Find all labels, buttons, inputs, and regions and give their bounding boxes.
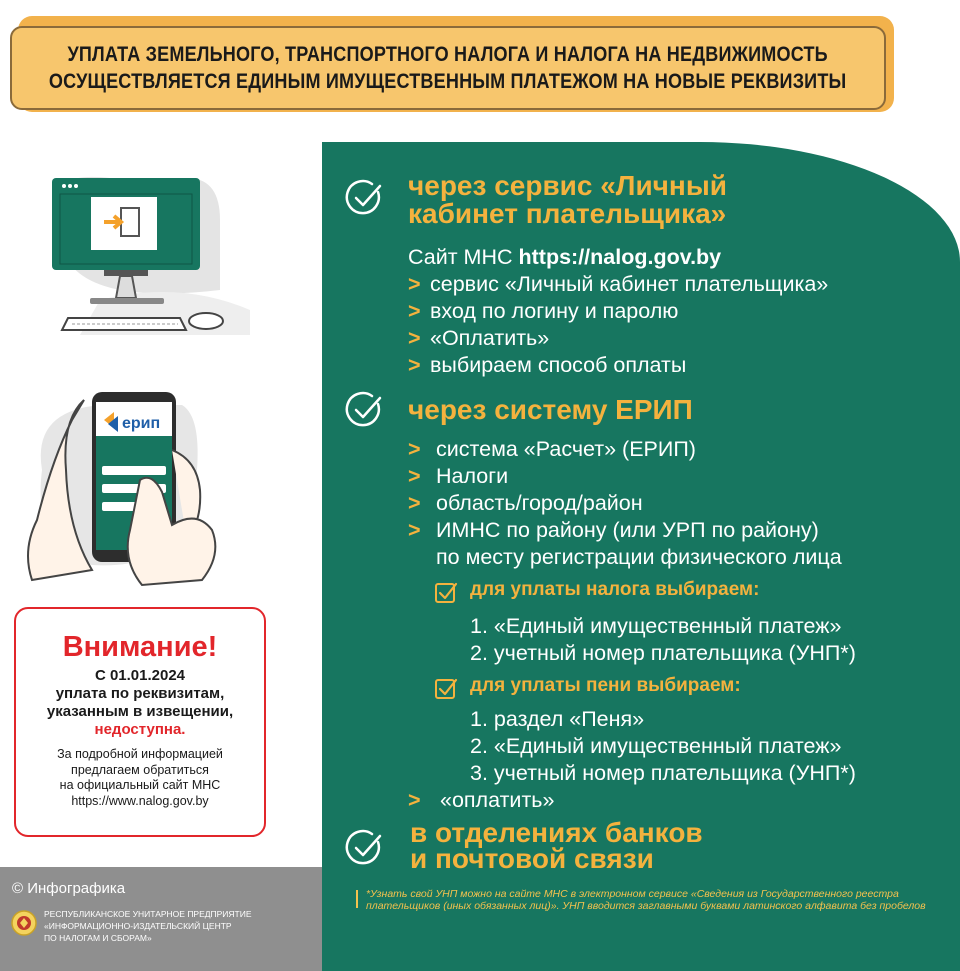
s2-step-4 bbox=[408, 517, 819, 543]
check-circle-icon bbox=[344, 828, 384, 868]
s2-step-3-text: область/город/район bbox=[436, 491, 643, 515]
s2-final-step bbox=[408, 787, 554, 813]
chevron-right-icon: > bbox=[408, 353, 421, 377]
banner-title-line2: ОСУЩЕСТВЛЯЕТСЯ ЕДИНЫМ ИМУЩЕСТВЕННЫМ ПЛАТЕЖОМ НА НОВЫЕ РЕКВИЗИТЫ bbox=[49, 70, 847, 93]
attention-note-line3: на официальный сайт МНС bbox=[59, 778, 221, 792]
site-line bbox=[408, 244, 721, 270]
attention-box bbox=[14, 607, 266, 837]
chevron-right-icon: > bbox=[408, 491, 421, 515]
computer-illustration bbox=[20, 160, 300, 340]
s1-step-4 bbox=[408, 352, 686, 378]
section1-title-line1: через сервис «Личный bbox=[408, 170, 727, 201]
attention-unavailable: недоступна. bbox=[94, 721, 186, 738]
s2-step-1 bbox=[408, 436, 696, 462]
attention-note-line1: За подробной информацией bbox=[57, 747, 223, 761]
s1-step-1-text: сервис «Личный кабинет плательщика» bbox=[430, 272, 829, 296]
attention-note bbox=[16, 747, 264, 809]
chevron-right-icon: > bbox=[408, 326, 421, 350]
erip-logo-text: ерип bbox=[122, 415, 161, 432]
banner-title-line1: УПЛАТА ЗЕМЕЛЬНОГО, ТРАНСПОРТНОГО НАЛОГА И НАЛОГА НА НЕДВИЖИМОСТЬ bbox=[67, 43, 829, 66]
s1-step-2 bbox=[408, 298, 678, 324]
s1-step-1 bbox=[408, 271, 828, 297]
footnote-bar bbox=[356, 890, 358, 908]
section3-title-line2: и почтовой связи bbox=[410, 843, 654, 874]
chevron-right-icon: > bbox=[408, 518, 421, 542]
attention-line3: указанным в извещении, bbox=[46, 703, 234, 720]
checkbox-checked-icon bbox=[434, 580, 458, 604]
attention-date: С 01.01.2024 bbox=[94, 667, 186, 684]
s1-step-3-text: «Оплатить» bbox=[430, 326, 550, 350]
s1-step-3 bbox=[408, 325, 549, 351]
footnote: *Узнать свой УНП можно на сайте МНС в электронном сервисе «Сведения из Государственного реестра плательщиков (иных обязанных лиц)». УНП вводится заглавными буквами латинского алфавита без пробелов bbox=[366, 888, 926, 912]
chevron-right-icon: > bbox=[408, 299, 421, 323]
penalty-item-1: 1. раздел «Пеня» bbox=[470, 707, 645, 731]
tax-item-2: 2. учетный номер плательщика (УНП*) bbox=[470, 641, 856, 665]
chevron-right-icon: > bbox=[408, 437, 421, 461]
s1-step-4-text: выбираем способ оплаты bbox=[430, 353, 687, 377]
attention-title: Внимание! bbox=[62, 631, 218, 663]
attention-line2: уплата по реквизитам, bbox=[55, 685, 225, 702]
s1-step-2-text: вход по логину и паролю bbox=[430, 299, 679, 323]
section3-title bbox=[410, 817, 703, 874]
s2-step-4-text: ИМНС по району (или УРП по району) bbox=[436, 518, 819, 542]
banner-title bbox=[49, 41, 846, 95]
s2-step-1-text: система «Расчет» (ЕРИП) bbox=[436, 437, 696, 461]
section1-title-line2: кабинет плательщика» bbox=[408, 198, 727, 229]
check-circle-icon bbox=[344, 178, 384, 218]
org-name-line1: РЕСПУБЛИКАНСКОЕ УНИТАРНОЕ ПРЕДПРИЯТИЕ bbox=[44, 909, 252, 919]
s2-step-4-cont: по месту регистрации физического лица bbox=[436, 545, 842, 569]
s2-final-step-text: «оплатить» bbox=[440, 788, 555, 812]
header-banner bbox=[10, 26, 886, 110]
penalty-item-2: 2. «Единый имущественный платеж» bbox=[470, 734, 842, 758]
site-label: Сайт МНС bbox=[408, 245, 519, 269]
org-name-line3: ПО НАЛОГАМ И СБОРАМ» bbox=[44, 933, 152, 943]
org-name-line2: «ИНФОРМАЦИОННО-ИЗДАТЕЛЬСКИЙ ЦЕНТР bbox=[44, 921, 232, 931]
penalty-item-3: 3. учетный номер плательщика (УНП*) bbox=[470, 761, 856, 785]
s2-step-2-text: Налоги bbox=[436, 464, 509, 488]
site-url[interactable]: https://nalog.gov.by bbox=[518, 245, 722, 269]
tax-item-1: 1. «Единый имущественный платеж» bbox=[470, 614, 842, 638]
s2-step-2 bbox=[408, 463, 508, 489]
penalty-subtitle: для уплаты пени выбираем: bbox=[470, 675, 741, 696]
section3-title-line1: в отделениях банков bbox=[410, 817, 703, 848]
chevron-right-icon: > bbox=[408, 788, 421, 812]
org-emblem-icon bbox=[11, 910, 37, 936]
section1-title bbox=[408, 172, 727, 228]
attention-note-link[interactable]: https://www.nalog.gov.by bbox=[71, 793, 209, 808]
chevron-right-icon: > bbox=[408, 464, 421, 488]
s2-step-3 bbox=[408, 490, 643, 516]
chevron-right-icon: > bbox=[408, 272, 421, 296]
phone-illustration bbox=[22, 380, 242, 590]
copyright: © Инфографика bbox=[12, 880, 126, 897]
attention-note-line2: предлагаем обратиться bbox=[71, 762, 209, 777]
checkbox-checked-icon bbox=[434, 676, 458, 700]
section2-title: через систему ЕРИП bbox=[408, 394, 693, 425]
check-circle-icon bbox=[344, 390, 384, 430]
tax-subtitle: для уплаты налога выбираем: bbox=[470, 579, 760, 600]
org-name bbox=[44, 908, 252, 944]
